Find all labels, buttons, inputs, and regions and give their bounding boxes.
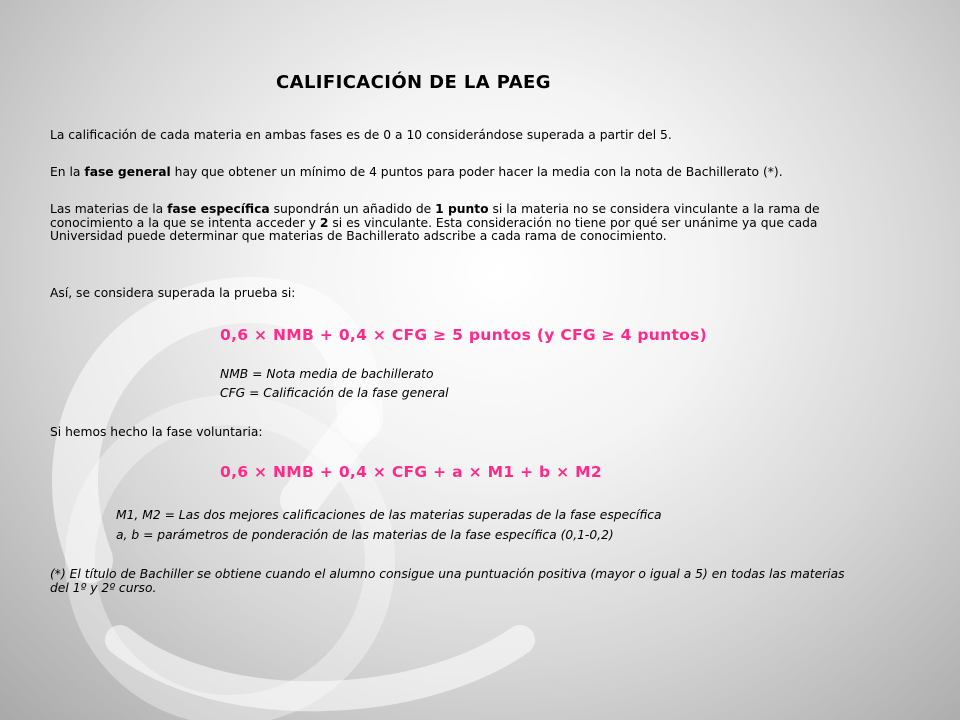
- general-bold: fase general: [84, 165, 171, 179]
- definition-m1-m2: M1, M2 = Las dos mejores calificaciones de las materias superadas de la fase específica: [116, 508, 662, 522]
- specific-phase-paragraph: [50, 203, 865, 244]
- intro-paragraph: La calificación de cada materia en ambas fases es de 0 a 10 considerándose superada a partir del 5.: [50, 128, 672, 142]
- esp-mid1: supondrán un añadido de: [269, 202, 436, 216]
- esp-post: si es vinculante. Esta consideración no tiene por qué ser unánime ya que cada Universidad puede determinar que materias de Bachillerato adscribe a cada rama de conocimiento.: [50, 215, 818, 243]
- formula-pass: 0,6 × NMB + 0,4 × CFG ≥ 5 puntos (y CFG ≥ 4 puntos): [220, 326, 708, 344]
- general-phase-paragraph: [50, 166, 860, 180]
- definition-cfg: CFG = Calificación de la fase general: [220, 386, 449, 400]
- page-title: CALIFICACIÓN DE LA PAEG: [276, 72, 551, 93]
- esp-mid2: si la materia no se considera vinculante a la rama de conocimiento a la que se intenta acceder y: [50, 202, 820, 230]
- esp-bold2: 1 punto: [435, 202, 489, 216]
- formula-voluntary: 0,6 × NMB + 0,4 × CFG + a × M1 + b × M2: [220, 463, 602, 481]
- definition-a-b: a, b = parámetros de ponderación de las materias de la fase específica (0,1-0,2): [116, 528, 614, 542]
- esp-bold3: 2: [319, 215, 329, 230]
- definition-nmb: NMB = Nota media de bachillerato: [220, 367, 434, 381]
- general-pre: En la: [50, 165, 85, 179]
- general-post: hay que obtener un mínimo de 4 puntos para poder hacer la media con la nota de Bachillerato (*).: [170, 165, 783, 179]
- asi-paragraph: Así, se considera superada la prueba si:: [50, 286, 296, 300]
- esp-pre: Las materias de la: [50, 202, 168, 216]
- voluntaria-paragraph: Si hemos hecho la fase voluntaria:: [50, 425, 263, 439]
- esp-bold1: fase específica: [167, 202, 270, 216]
- footnote: (*) El título de Bachiller se obtiene cuando el alumno consigue una puntuación positiva (mayor o igual a 5) en todas las materias del 1º y 2º curso.: [50, 567, 845, 595]
